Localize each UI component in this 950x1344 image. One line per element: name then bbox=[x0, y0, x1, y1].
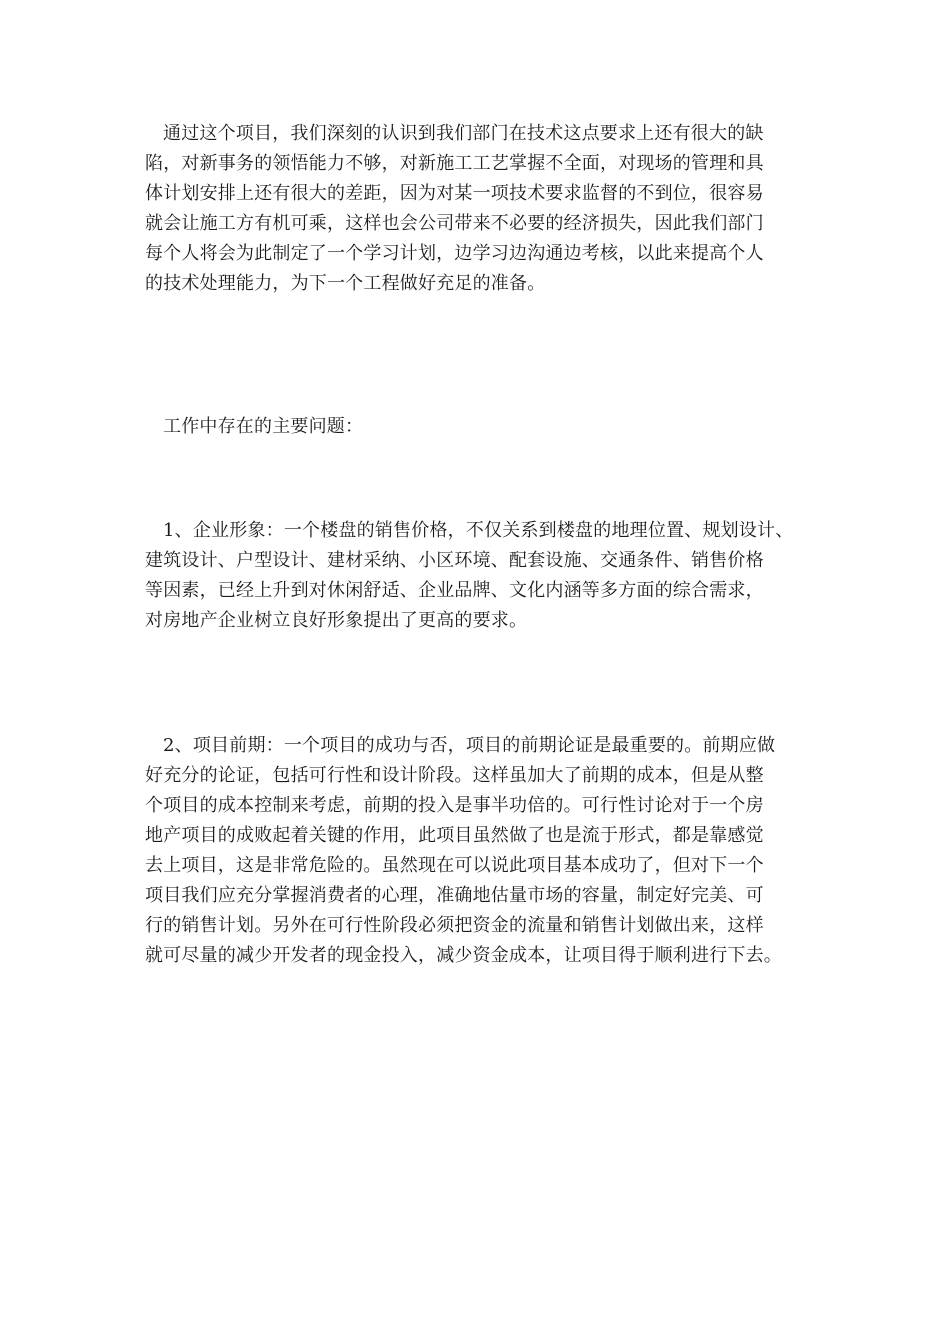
text-line: 1、企业形象：一个楼盘的销售价格，不仅关系到楼盘的地理位置、规划设计、 bbox=[163, 520, 794, 541]
text-line: 好充分的论证，包括可行性和设计阶段。这样虽加大了前期的成本，但是从整 bbox=[145, 765, 764, 786]
text-line: 就可尽量的减少开发者的现金投入，减少资金成本，让项目得于顺利进行下去。 bbox=[145, 945, 782, 966]
heading-text: 工作中存在的主要问题： bbox=[163, 416, 364, 437]
text-line: 2、项目前期：一个项目的成功与否，项目的前期论证是最重要的。前期应做 bbox=[163, 735, 776, 756]
text-line: 就会让施工方有机可乘，这样也会公司带来不必要的经济损失，因此我们部门 bbox=[145, 213, 764, 234]
text-line: 每个人将会为此制定了一个学习计划，边学习边沟通边考核，以此来提高个人 bbox=[145, 243, 764, 264]
text-line: 的技术处理能力，为下一个工程做好充足的准备。 bbox=[145, 273, 546, 294]
text-line: 通过这个项目，我们深刻的认识到我们部门在技术这点要求上还有很大的缺 bbox=[163, 123, 764, 144]
paragraph-project-reflection bbox=[145, 119, 825, 299]
section-heading bbox=[145, 412, 825, 442]
paragraph-corporate-image bbox=[145, 516, 825, 636]
paragraph-project-early-stage bbox=[145, 731, 825, 971]
text-line: 建筑设计、户型设计、建材采纳、小区环境、配套设施、交通条件、销售价格 bbox=[145, 550, 764, 571]
text-line: 体计划安排上还有很大的差距，因为对某一项技术要求监督的不到位，很容易 bbox=[145, 183, 764, 204]
text-line: 对房地产企业树立良好形象提出了更高的要求。 bbox=[145, 610, 528, 631]
text-line: 等因素，已经上升到对休闲舒适、企业品牌、文化内涵等多方面的综合需求， bbox=[145, 580, 764, 601]
text-line: 行的销售计划。另外在可行性阶段必须把资金的流量和销售计划做出来，这样 bbox=[145, 915, 764, 936]
text-line: 个项目的成本控制来考虑，前期的投入是事半功倍的。可行性讨论对于一个房 bbox=[145, 795, 764, 816]
text-line: 地产项目的成败起着关键的作用，此项目虽然做了也是流于形式，都是靠感觉 bbox=[145, 825, 764, 846]
text-line: 去上项目，这是非常危险的。虽然现在可以说此项目基本成功了，但对下一个 bbox=[145, 855, 764, 876]
text-line: 项目我们应充分掌握消费者的心理，准确地估量市场的容量，制定好完美、可 bbox=[145, 885, 764, 906]
text-line: 陷，对新事务的领悟能力不够，对新施工工艺掌握不全面，对现场的管理和具 bbox=[145, 153, 764, 174]
